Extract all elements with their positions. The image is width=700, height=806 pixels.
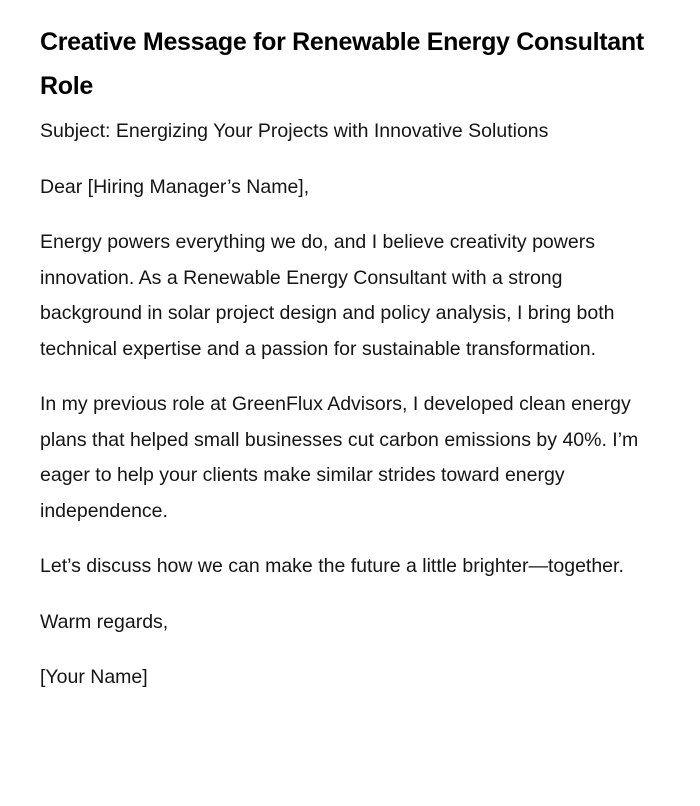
closing: Warm regards, <box>40 610 169 633</box>
body-paragraph-call-to-action: Let’s discuss how we can make the future a little brighter—together. <box>40 555 624 577</box>
body-paragraph-intro: Energy powers everything we do, and I believe creativity powers innovation. As a Renewable Energy Consultant with a strong background in solar project design and policy analysis, I bring both technical expertise and a passion for sustainable transformation. <box>40 231 615 360</box>
page-title: Creative Message for Renewable Energy Consultant Role <box>40 28 644 100</box>
signature: [Your Name] <box>40 666 148 688</box>
greeting: Dear [Hiring Manager’s Name], <box>40 175 310 198</box>
subject-line: Subject: Energizing Your Projects with Innovative Solutions <box>40 120 549 142</box>
body-paragraph-experience: In my previous role at GreenFlux Advisors, I developed clean energy plans that helped small businesses cut carbon emissions by 40%. I’m eager to help your clients make similar strides toward energy independence. <box>40 393 639 522</box>
